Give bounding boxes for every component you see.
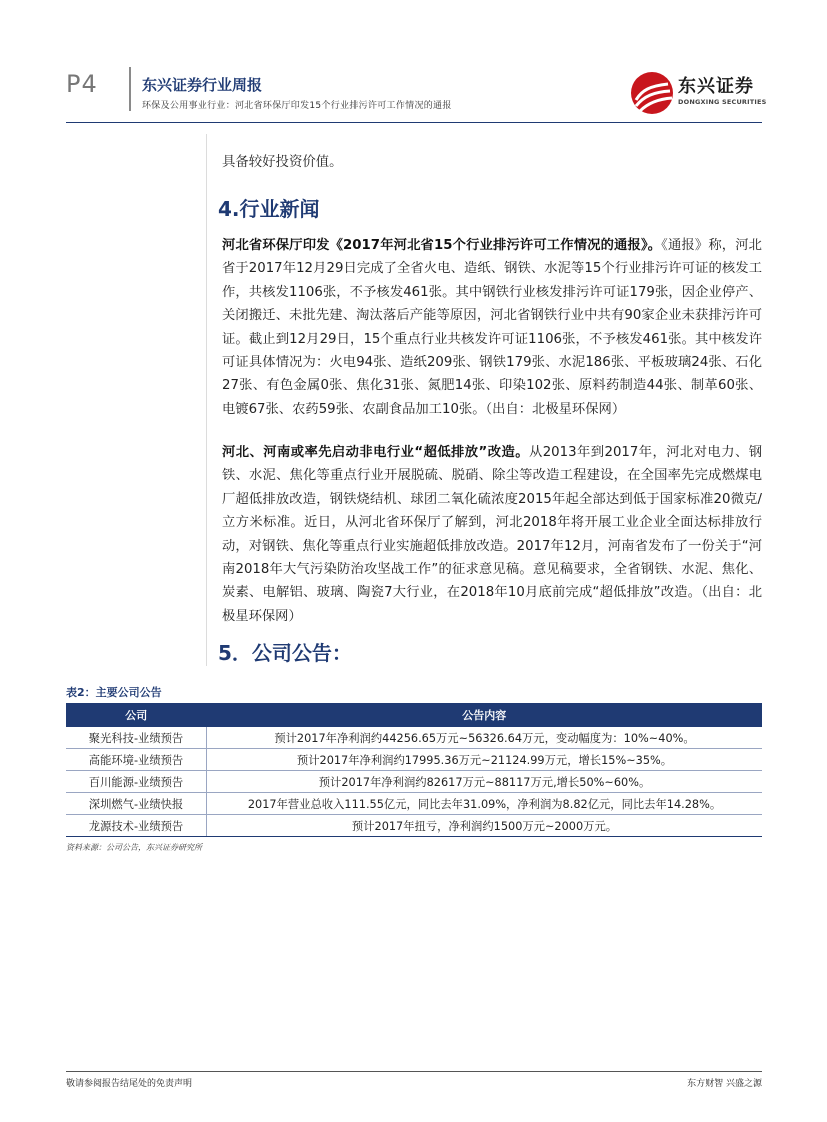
news-1-text: 《通报》称，河北省于2017年12月29日完成了全省火电、造纸、钢铁、水泥等15个行业排污许可证的核发工作，共核发1106张，不予核发461张。其中钢铁行业核发排污许可证179张，因企业停产、关闭搬迁、未批先建、淘汰落后产能等原因，河北省钢铁行业中共有90家企业未获排污许可证。截止到12月29日，15个重点行业共核发许可证1106张，不予核发461张。其中核发许可证具体情况为：火电94张、造纸209张、钢铁179张、水泥186张、平板玻璃24张、石化27张、有色金属0张、焦化31张、氮肥14张、印染102张、原料药制造44张、制革60张、电镀67张、农药59张、农副食品加工10张。（出自：北极星环保网）: [222, 238, 762, 417]
content-cell: 预计2017年扭亏，净利润约1500万元~2000万元。: [207, 815, 763, 837]
section-4-heading: 4.行业新闻: [218, 197, 320, 221]
header-rule: [66, 122, 762, 123]
footer-rule: [66, 1071, 762, 1072]
col-company-header: 公司: [66, 703, 207, 727]
table-row: [66, 793, 762, 815]
content-cell: 2017年营业总收入111.55亿元，同比去年31.09%，净利润为8.82亿元，同比去年14.28%。: [207, 793, 763, 815]
content-cell: 预计2017年净利润约17995.36万元~21124.99万元，增长15%~35%。: [207, 749, 763, 771]
table-row: [66, 727, 762, 749]
table-header-row: [66, 703, 762, 727]
company-cell: 百川能源-业绩预告: [66, 771, 207, 793]
footer-slogan: 东方财智 兴盛之源: [687, 1079, 762, 1089]
news-paragraph-2: [222, 441, 762, 628]
content-cell: 预计2017年净利润约44256.65万元~56326.64万元，变动幅度为：10%~40%。: [207, 727, 763, 749]
margin-rule: [206, 134, 207, 666]
page-number: P4: [66, 70, 98, 98]
news-2-text: 从2013年到2017年，河北对电力、钢铁、水泥、焦化等重点行业开展脱硫、脱硝、除尘等改造工程建设，在全国率先完成燃煤电厂超低排放改造，钢铁烧结机、球团二氧化硫浓度2015年起全部达到低于国家标准20微克/立方米标准。近日，从河北省环保厅了解到，河北2018年将开展工业企业全面达标排放行动，对钢铁、焦化等重点行业实施超低排放改造。2017年12月，河南省发布了一份关于“河南2018年大气污染防治攻坚战工作”的征求意见稿。意见稿要求，全省钢铁、水泥、焦化、炭素、电解铝、玻璃、陶瓷7大行业，在2018年10月底前完成“超低排放”改造。（出自：北极星环保网）: [222, 445, 762, 624]
col-content-header: 公告内容: [207, 703, 763, 727]
company-cell: 深圳燃气-业绩快报: [66, 793, 207, 815]
table-source: 资料来源：公司公告，东兴证券研究所: [66, 843, 202, 852]
company-cell: 高能环境-业绩预告: [66, 749, 207, 771]
section-5-heading: 5．公司公告：: [218, 641, 352, 665]
company-cell: 龙源技术-业绩预告: [66, 815, 207, 837]
footer-disclaimer: 敬请参阅报告结尾处的免责声明: [66, 1079, 193, 1089]
logo-wordmark: 东兴证券: [678, 76, 754, 97]
table-row: [66, 749, 762, 771]
intro-line: 具备较好投资价值。: [222, 155, 343, 170]
logo-english: DONGXING SECURITIES: [678, 98, 767, 106]
news-1-lead: 河北省环保厅印发《2017年河北省15个行业排污许可工作情况的通报》。: [222, 238, 662, 253]
news-paragraph-1: [222, 234, 762, 421]
report-title: 东兴证券行业周报: [142, 76, 263, 94]
table-caption: 表2：主要公司公告: [66, 686, 162, 699]
table-row: [66, 771, 762, 793]
table-row: [66, 815, 762, 837]
announcement-table: [66, 703, 762, 837]
company-cell: 聚光科技-业绩预告: [66, 727, 207, 749]
content-cell: 预计2017年净利润约82617万元~88117万元,增长50%~60%。: [207, 771, 763, 793]
header-divider: [129, 67, 131, 111]
report-subtitle: 环保及公用事业行业：河北省环保厅印发15个行业排污许可工作情况的通报: [142, 101, 452, 111]
news-2-lead: 河北、河南或率先启动非电行业“超低排放”改造。: [222, 445, 529, 460]
